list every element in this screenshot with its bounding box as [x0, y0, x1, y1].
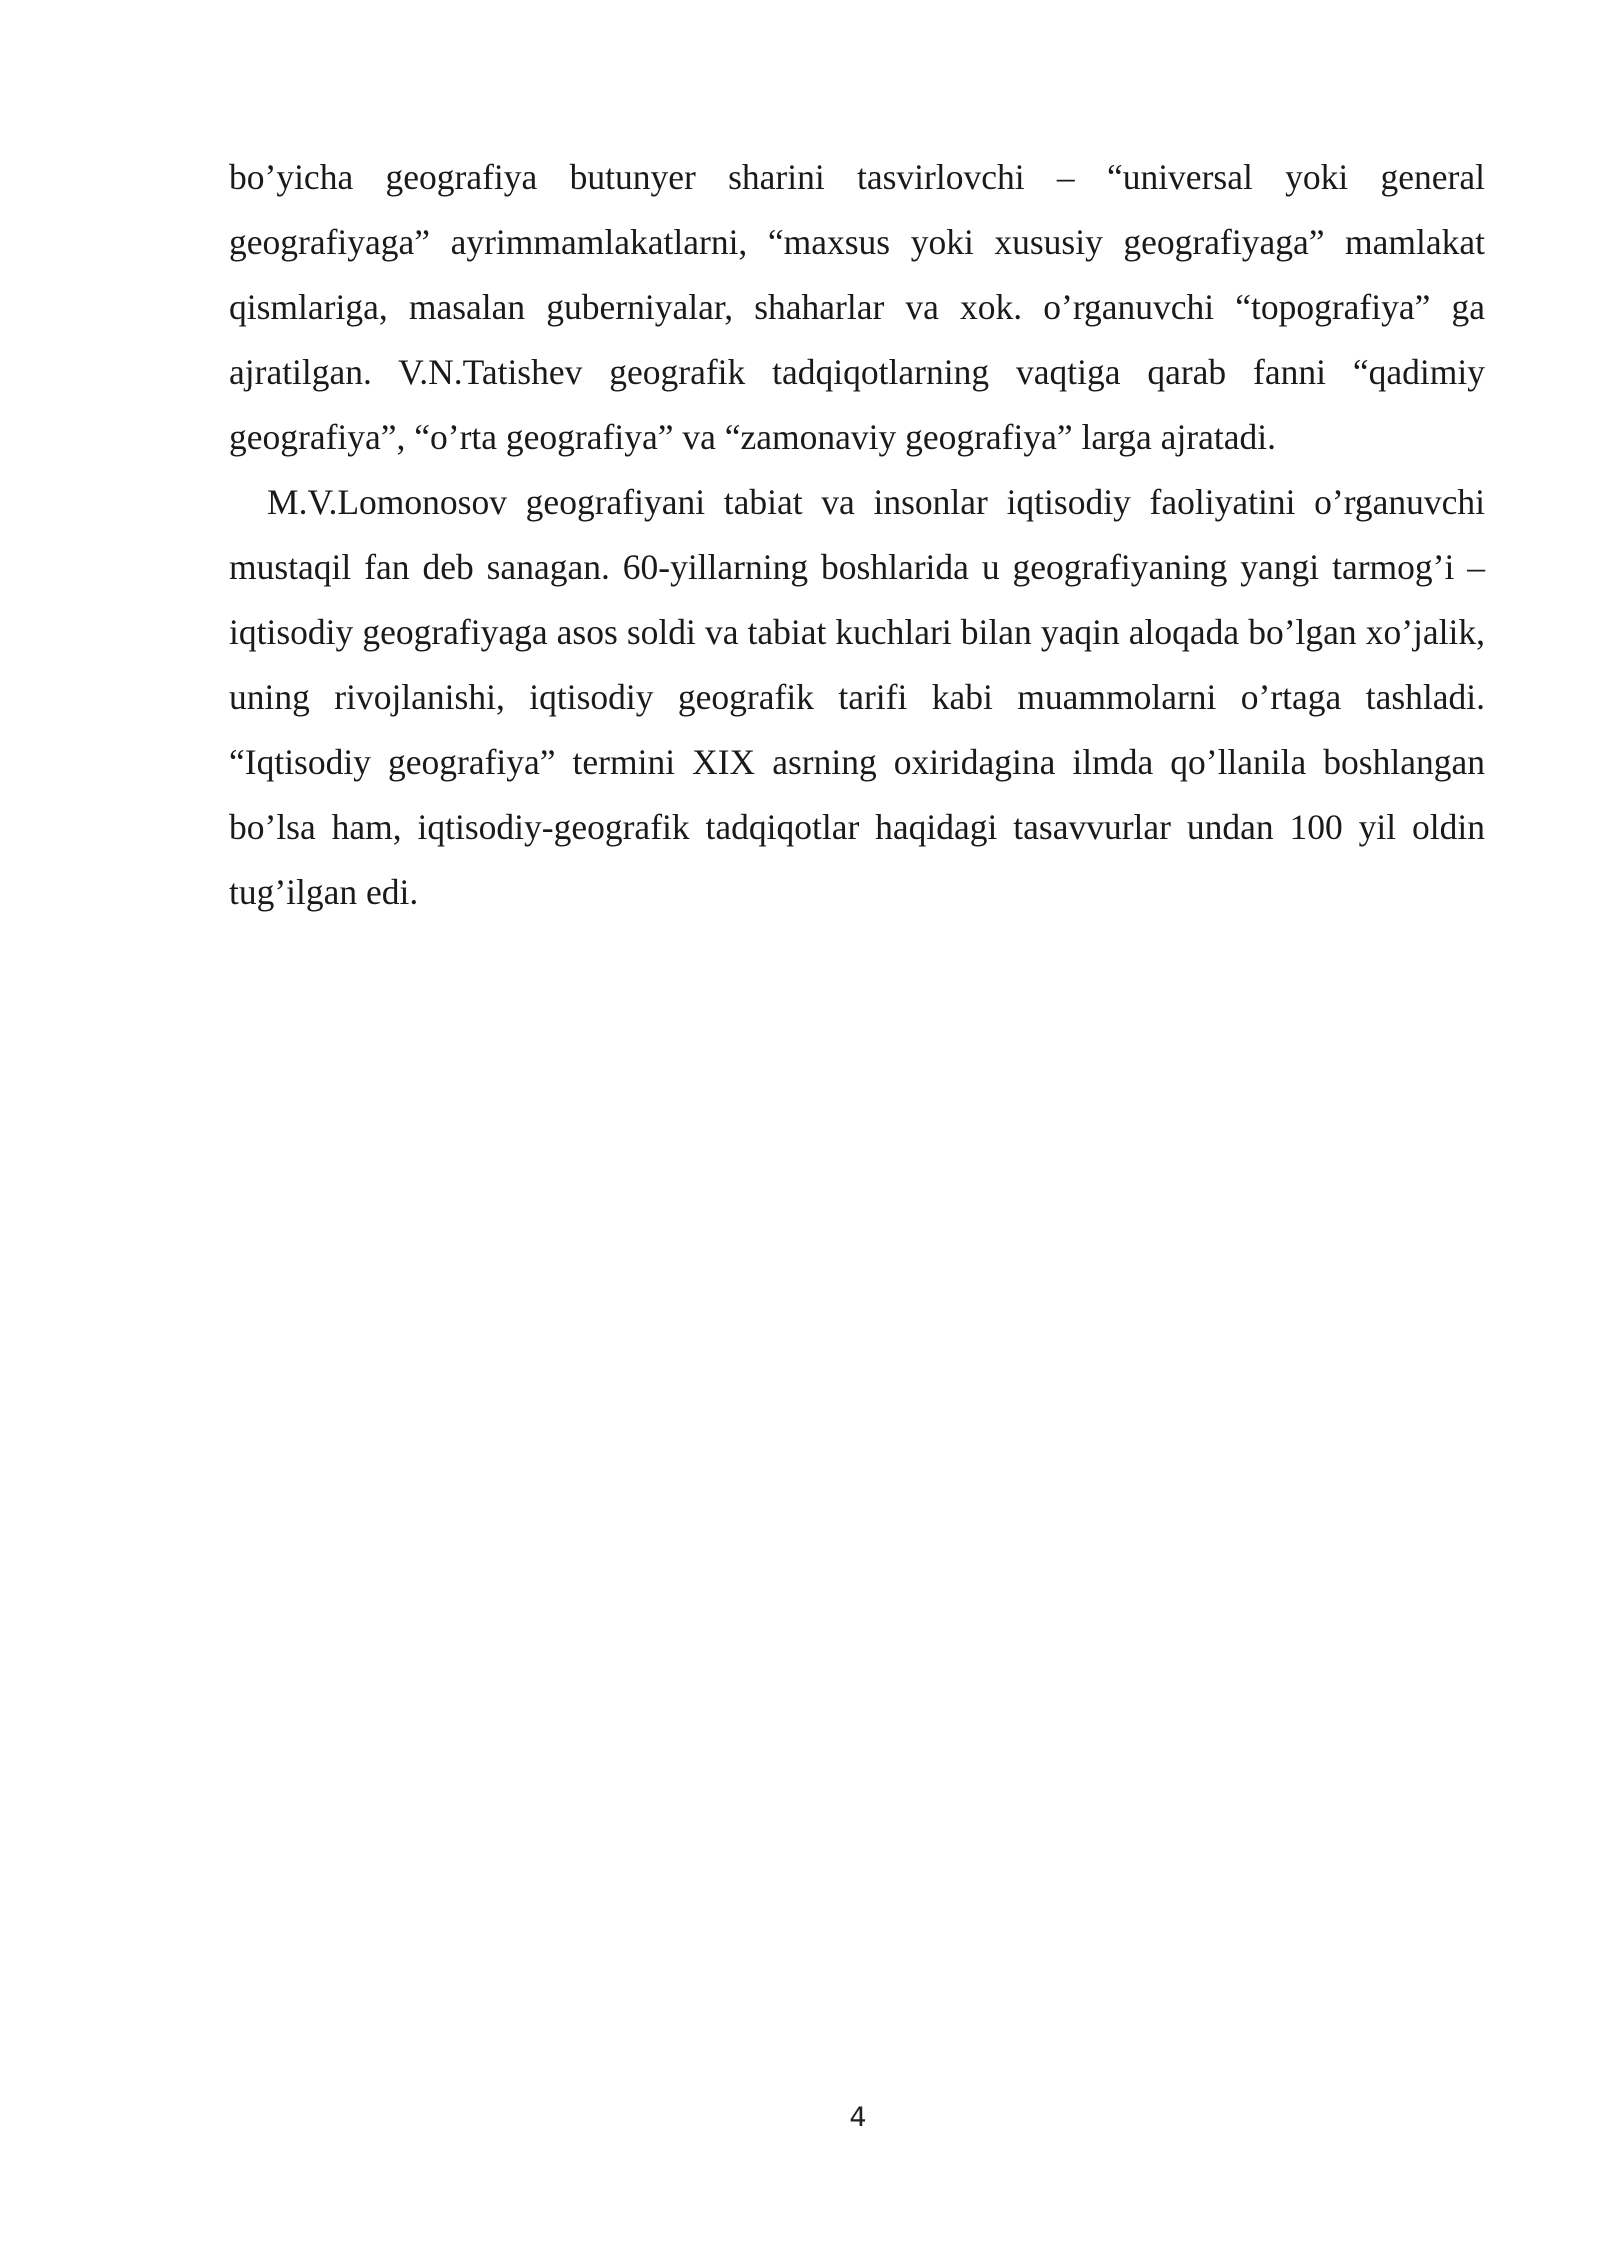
paragraph-continuation: bo’yicha geografiya butunyer sharini tasvirlovchi – “universal yoki general geografiyaga” ayrimmamlakatlarni, “maxsus yoki xususiy geografiyaga” mamlakat qismlariga, masalan guberniyalar, shaharlar va xok. o’rganuvchi “topografiya” ga ajratilgan. V.N.Tatishev geografik tadqiqotlarning vaqtiga qarab fanni “qadimiy geografiya”, “o’rta geografiya” va “zamonaviy geografiya” larga ajratadi.	[229, 157, 1485, 457]
page-number: 4	[849, 2102, 867, 2133]
body-text	[229, 145, 1485, 925]
paragraph-lomonosov: M.V.Lomonosov geografiyani tabiat va insonlar iqtisodiy faoliyatini o’rganuvchi mustaqil fan deb sanagan. 60-yillarning boshlarida u geografiyaning yangi tarmog’i – iqtisodiy geografiyaga asos soldi va tabiat kuchlari bilan yaqin aloqada bo’lgan xo’jalik, uning rivojlanishi, iqtisodiy geografik tarifi kabi muammolarni o’rtaga tashladi. “Iqtisodiy geografiya” termini XIX asrning oxiridagina ilmda qo’llanila boshlangan bo’lsa ham, iqtisodiy-geografik tadqiqotlar haqidagi tasavvurlar undan 100 yil oldin tug’ilgan edi.	[229, 482, 1485, 912]
